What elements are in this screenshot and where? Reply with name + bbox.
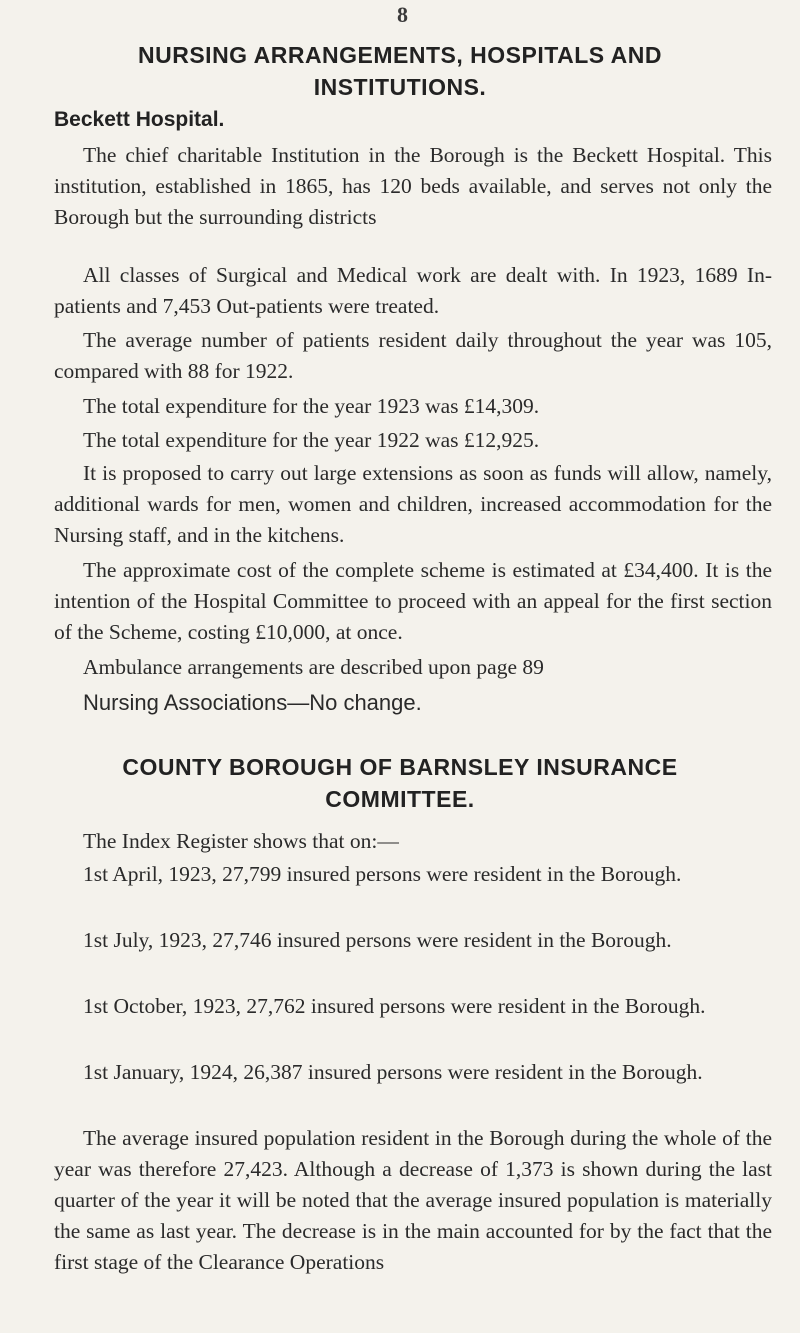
paragraph-expenditure-1922: The total expenditure for the year 1922 was £12,925. [83, 428, 540, 452]
paragraph-scheme-cost: The approximate cost of the complete scheme is estimated at £34,400. It is the intention of the Hospital Committee to proceed with an appeal for the first section of the Scheme, costing £10,000, at once. [54, 558, 772, 644]
nursing-associations-note: Nursing Associations—No change. [83, 690, 422, 715]
paragraph-ambulance: Ambulance arrangements are described upon page 89 [83, 655, 544, 679]
insurance-entry: 1st July, 1923, 27,746 insured persons were resident in the Borough. [83, 928, 672, 952]
paragraph-beckett-intro: The chief charitable Institution in the Borough is the Beckett Hospital. This institution, established in 1865, has 120 beds available, and serves not only the Borough but the surrounding districts [54, 143, 772, 229]
paragraph-expenditure-1923: The total expenditure for the year 1923 was £14,309. [83, 394, 540, 418]
section-heading-nursing: NURSING ARRANGEMENTS, HOSPITALS AND [138, 42, 662, 68]
insurance-entry: 1st April, 1923, 27,799 insured persons were resident in the Borough. [83, 862, 682, 886]
paragraph-beckett-average: The average number of patients resident daily throughout the year was 105, compared with 88 for 1922. [54, 328, 772, 383]
subheading-beckett-hospital: Beckett Hospital. [54, 108, 225, 131]
paragraph-average-insured: The average insured population resident in the Borough during the whole of the year was therefore 27,423. Although a decrease of 1,373 is shown during the last quarter of the year it will be noted that the average insured population is materially the same as last year. The decrease is in the main accounted for by the fact that the first stage of the Clearance Operations [54, 1126, 772, 1274]
insurance-entry: 1st October, 1923, 27,762 insured persons were resident in the Borough. [83, 994, 706, 1018]
paragraph-extensions: It is proposed to carry out large extensions as soon as funds will allow, namely, additional wards for men, women and children, increased accommodation for the Nursing staff, and in the kitchens. [54, 461, 772, 547]
paragraph-index-register: The Index Register shows that on:— [83, 829, 399, 853]
insurance-entry: 1st January, 1924, 26,387 insured persons were resident in the Borough. [83, 1060, 703, 1084]
section-heading-insurance-cont: COMMITTEE. [325, 786, 475, 812]
section-heading-insurance: COUNTY BOROUGH OF BARNSLEY INSURANCE [122, 754, 678, 780]
page-number: 8 [397, 2, 408, 27]
paragraph-beckett-work: All classes of Surgical and Medical work are dealt with. In 1923, 1689 In-patients and 7,453 Out-patients were treated. [54, 263, 772, 318]
section-heading-nursing-cont: INSTITUTIONS. [313, 74, 487, 100]
